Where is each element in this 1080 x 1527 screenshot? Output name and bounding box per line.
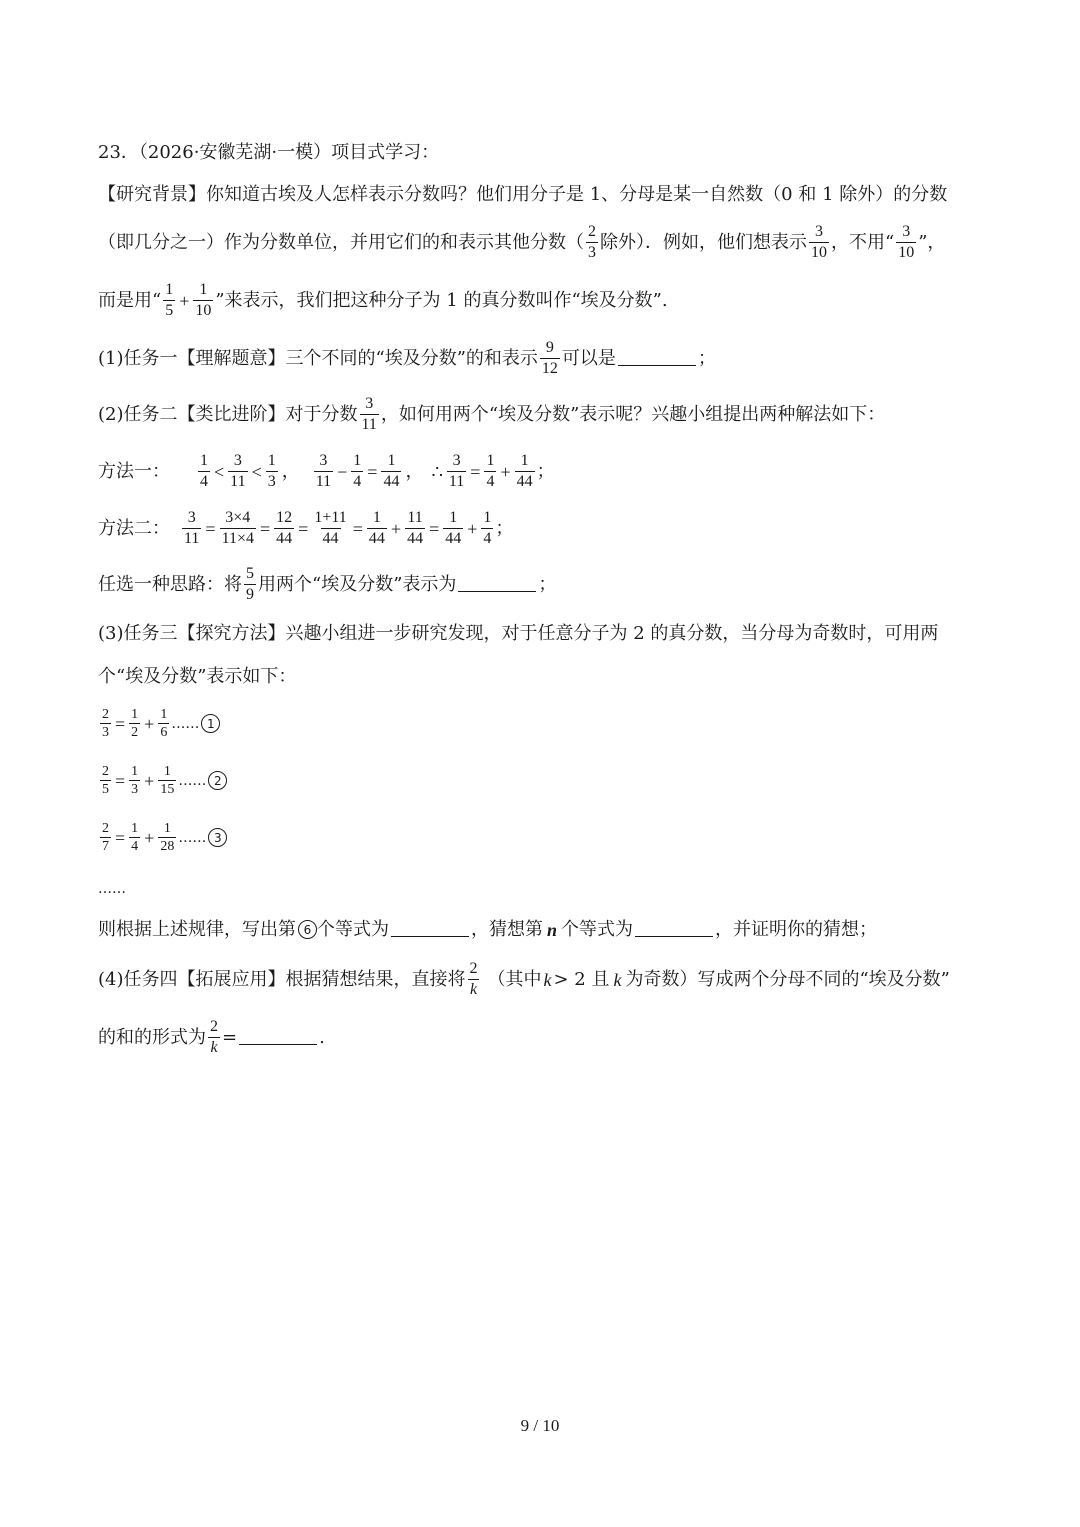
equation-3: $\frac{2}{7}$ = $\frac{1}{4}$ + $\frac{1}{28}$ …… 3 (98, 820, 227, 855)
background-line-2: （即几分之一）作为分数单位，并用它们的和表示其他分数（ $\frac{2}{3}$ 除外）．例如，他们想表示 $\frac{3}{10}$ ，不用“ $\frac{3}{10}$ ”， (98, 223, 946, 261)
background-line-3: 而是用“ $\frac{1}{5}$ + $\frac{1}{10}$ ”来表示，我们把这种分子为 1 的真分数叫作“埃及分数”. (98, 281, 668, 319)
fraction-3-10: $\frac{3}{10}$ (898, 223, 915, 261)
circled-number-2: 2 (208, 771, 227, 790)
fraction-2-3: $\frac{2}{3}$ (588, 223, 596, 261)
answer-blank[interactable] (391, 922, 469, 937)
task-4-answer: 的和的形式为 $\frac{2}{k}$ = . (98, 1018, 325, 1056)
circled-number-1: 1 (201, 714, 220, 733)
task-3-question: 则根据上述规律，写出第 6 个等式为 ，猜想第 n 个等式为 ，并证明你的猜想； (98, 918, 878, 940)
answer-blank[interactable] (239, 1030, 317, 1045)
background-line-1: 【研究背景】你知道古埃及人怎样表示分数吗？他们用分子是 1、分母是某一自然数（0 和 1 除外）的分数 (98, 184, 948, 205)
problem-header: 23．（2026·安徽芜湖·一模）项目式学习： (98, 142, 440, 163)
method-1: 方法一： $\frac{1}{4}$ < $\frac{3}{11}$ < $\frac{1}{3}$ ， $\frac{3}{11}$ − $\frac{1}{4}$ = $\frac{1}{44}$ ， ∴ $\frac{3}{11}$ = $\frac{1}{4}$ + $\frac{1}{44}$ ； (98, 452, 555, 490)
equation-2: $\frac{2}{5}$ = $\frac{1}{3}$ + $\frac{1}{15}$ …… 2 (98, 763, 227, 798)
choose-approach: 任选一种思路：将 $\frac{5}{9}$ 用两个“埃及分数”表示为 ； (98, 565, 557, 603)
answer-blank[interactable] (635, 922, 713, 937)
ellipsis: …… (98, 881, 126, 897)
answer-blank[interactable] (618, 351, 696, 366)
circled-number-6: 6 (298, 920, 317, 939)
task-1: (1)任务一【理解题意】三个不同的“埃及分数”的和表示 $\frac{9}{12}$ 可以是 ； (98, 339, 716, 377)
circled-number-3: 3 (208, 828, 227, 847)
task-2: (2)任务二【类比进阶】对于分数 $\frac{3}{11}$ ，如何用两个“埃及分数”表示呢？兴趣小组提出两种解法如下： (98, 395, 886, 433)
fraction-3-10: $\frac{3}{10}$ (811, 223, 827, 261)
answer-blank[interactable] (458, 577, 536, 592)
task-3-line-1: (3)任务三【探究方法】兴趣小组进一步研究发现，对于任意分子为 2 的真分数，当分母为奇数时，可用两 (98, 623, 939, 644)
task-3-line-2: 个“埃及分数”表示如下： (98, 666, 297, 687)
equation-1: $\frac{2}{3}$ = $\frac{1}{2}$ + $\frac{1}{6}$ …… 1 (98, 706, 220, 741)
method-2: 方法二： $\frac{3}{11}$ = $\frac{3\times 4}{11\times 4}$ = $\frac{12}{44}$ = $\frac{1+11}{44}$ = $\frac{1}{44}$ + $\frac{11}{44}$ = $\frac{1}{44}$ + $\frac{1}{4}$ ； (98, 509, 514, 547)
task-4: (4)任务四【拓展应用】根据猜想结果，直接将 $\frac{2}{k}$ （其中 k > 2 且 k 为奇数）写成两个分母不同的“埃及分数” (98, 960, 950, 998)
page-number: 9 / 10 (520, 1416, 560, 1435)
